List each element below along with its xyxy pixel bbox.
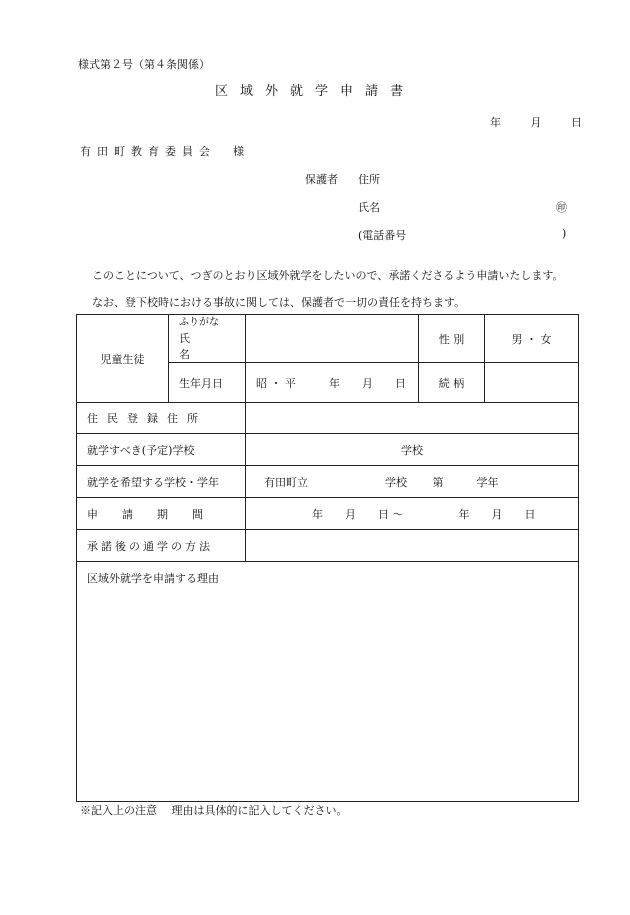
reason-field[interactable] [77,562,579,802]
phone-label: (電話番号 [358,229,407,242]
reason-label: 区域外就学を申請する理由 [87,572,219,585]
expected-school-field[interactable]: 学校 [246,434,579,466]
period-label: 申請期間 [77,498,246,530]
date-month: 月 [530,116,542,129]
relation-field[interactable] [485,363,579,403]
registered-address-field[interactable] [246,403,579,434]
desired-school-field[interactable]: 有田町立 学校 第 学年 [246,466,579,498]
date-line [464,114,582,130]
desired-school-label: 就学を希望する学校・学年 [77,466,246,498]
date-day: 日 [571,116,582,129]
birthdate-label: 生年月日 [169,363,246,403]
form-number: 様式第２号（第４条関係） [78,58,210,71]
student-name-field[interactable] [246,315,419,363]
name-header-cell [169,315,246,363]
guardian-address-label: 住所 [358,173,380,186]
relation-label: 続 柄 [419,363,485,403]
request-statement: このことについて、つぎのとおり区域外就学をしたいので、承諾くださるよう申請いたします。 [92,269,564,282]
period-field[interactable]: 年 月 日 〜 年 月 日 [246,498,579,530]
footer-note: ※記入上の注意 理由は具体的に記入してください。 [80,804,348,817]
registered-address-label: 住民登録住所 [77,403,246,434]
gender-options[interactable]: 男 ・ 女 [485,315,579,363]
commute-method-field[interactable] [246,530,579,562]
guardian-label: 保護者 [305,173,338,186]
addressee: 有田町教育委員会 様 [80,145,250,158]
seal-mark: ㊞ [556,201,567,214]
date-year: 年 [490,116,501,129]
birthdate-field[interactable]: 昭 ・ 平 年 月 日 [246,363,419,403]
student-label: 児童生徒 [77,315,169,403]
guardian-name-label: 氏名 [358,201,380,214]
expected-school-label: 就学すべき(予定)学校 [77,434,246,466]
document-title: 区域外就学申請書 [214,84,415,99]
gender-label: 性 別 [419,315,485,363]
name-label: 氏 名 [179,332,225,361]
application-table [76,314,579,802]
furigana-label: ふりがな [179,317,219,328]
phone-close-paren: ) [562,227,567,240]
liability-statement: なお、登下校時における事故に関しては、保護者で一切の責任を持ちます。 [92,296,466,309]
commute-method-label: 承諾後の通学の方法 [77,530,246,562]
